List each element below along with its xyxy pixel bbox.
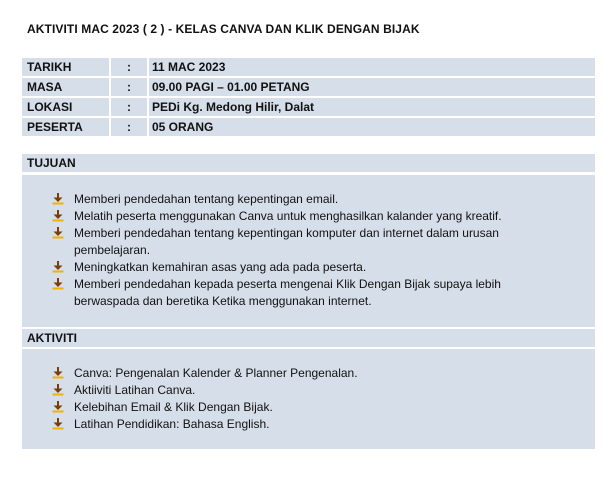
arrow-down-bar-icon bbox=[52, 227, 64, 239]
info-colon: : bbox=[111, 98, 147, 116]
info-row-peserta bbox=[22, 118, 595, 136]
arrow-down-bar-icon bbox=[52, 367, 64, 379]
info-row-tarikh bbox=[22, 58, 595, 76]
list-item bbox=[22, 399, 595, 416]
info-label: TARIKH bbox=[22, 58, 109, 76]
list-item bbox=[22, 365, 595, 382]
info-colon: : bbox=[111, 58, 147, 76]
tujuan-list bbox=[22, 191, 595, 310]
aktiviti-heading: AKTIVITI bbox=[22, 329, 595, 347]
list-item bbox=[22, 208, 595, 225]
info-table bbox=[22, 58, 595, 138]
list-item-text: Melatih peserta menggunakan Canva untuk menghasilkan kalander yang kreatif. bbox=[74, 209, 502, 223]
tujuan-panel bbox=[22, 175, 595, 327]
tujuan-heading: TUJUAN bbox=[22, 154, 595, 172]
info-row-lokasi bbox=[22, 98, 595, 116]
list-item-text: Canva: Pengenalan Kalender & Planner Pengenalan. bbox=[74, 366, 358, 380]
arrow-down-bar-icon bbox=[52, 384, 64, 396]
info-value: 05 ORANG bbox=[149, 118, 595, 136]
arrow-down-bar-icon bbox=[52, 210, 64, 222]
info-value: 09.00 PAGI – 01.00 PETANG bbox=[149, 78, 595, 96]
list-item-text: Latihan Pendidikan: Bahasa English. bbox=[74, 417, 270, 431]
list-item bbox=[22, 191, 595, 208]
arrow-down-bar-icon bbox=[52, 401, 64, 413]
info-label: PESERTA bbox=[22, 118, 109, 136]
info-label: MASA bbox=[22, 78, 109, 96]
info-colon: : bbox=[111, 78, 147, 96]
list-item bbox=[22, 382, 595, 399]
info-value: PEDi Kg. Medong Hilir, Dalat bbox=[149, 98, 595, 116]
list-item-text: Meningkatkan kemahiran asas yang ada pada peserta. bbox=[74, 260, 367, 274]
info-label: LOKASI bbox=[22, 98, 109, 116]
arrow-down-bar-icon bbox=[52, 261, 64, 273]
list-item bbox=[22, 276, 595, 310]
list-item bbox=[22, 416, 595, 433]
list-item-text: Kelebihan Email & Klik Dengan Bijak. bbox=[74, 400, 273, 414]
list-item bbox=[22, 225, 595, 259]
info-value: 11 MAC 2023 bbox=[149, 58, 595, 76]
list-item-text: Aktiiviti Latihan Canva. bbox=[74, 383, 196, 397]
document-title: AKTIVITI MAC 2023 ( 2 ) - KELAS CANVA DAN KLIK DENGAN BIJAK bbox=[27, 22, 420, 36]
info-row-masa bbox=[22, 78, 595, 96]
aktiviti-list bbox=[22, 365, 595, 433]
arrow-down-bar-icon bbox=[52, 418, 64, 430]
arrow-down-bar-icon bbox=[52, 193, 64, 205]
list-item-text: Memberi pendedahan kepada peserta mengenai Klik Dengan Bijak supaya lebih berwaspada dan beretika Ketika menggunakan internet. bbox=[74, 277, 501, 308]
info-colon: : bbox=[111, 118, 147, 136]
aktiviti-panel bbox=[22, 349, 595, 449]
list-item-text: Memberi pendedahan tentang kepentingan komputer dan internet dalam urusan pembelajaran. bbox=[74, 226, 499, 257]
arrow-down-bar-icon bbox=[52, 278, 64, 290]
list-item bbox=[22, 259, 595, 276]
list-item-text: Memberi pendedahan tentang kepentingan email. bbox=[74, 192, 339, 206]
